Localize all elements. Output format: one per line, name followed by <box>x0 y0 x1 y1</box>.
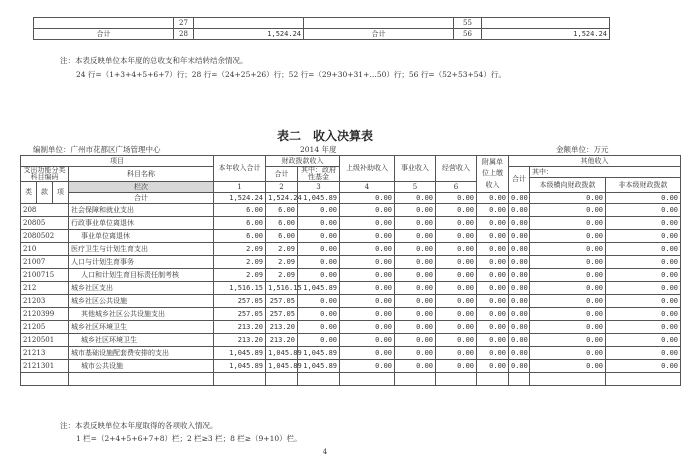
col-number: 4 <box>340 182 395 193</box>
header-operating: 经营收入 <box>436 156 477 182</box>
row-value: 0.00 <box>530 217 606 230</box>
row-value: 0.00 <box>606 217 681 230</box>
row-value: 0.00 <box>340 243 395 256</box>
row-value: 0.00 <box>606 347 681 360</box>
table-row <box>21 204 681 217</box>
col-number: 1 <box>214 182 266 193</box>
row-value: 0.00 <box>509 321 530 334</box>
row-value: 0.00 <box>477 360 509 373</box>
row-value: 213.20 <box>266 334 298 347</box>
amount-unit: 金额单位：万元 <box>556 145 609 154</box>
total-value: 1,524.24 <box>266 193 298 204</box>
row-name: 城乡社区环境卫生 <box>69 321 214 334</box>
row-value: 0.00 <box>477 217 509 230</box>
row-value: 0.00 <box>340 256 395 269</box>
row-value: 0.00 <box>477 204 509 217</box>
row-value <box>482 18 610 29</box>
row-value: 0.00 <box>395 282 436 295</box>
row-value: 257.05 <box>266 308 298 321</box>
row-value: 0.00 <box>509 217 530 230</box>
table-row <box>21 360 681 373</box>
row-name <box>69 373 214 386</box>
row-name: 城市公共设施 <box>69 360 214 373</box>
row-value: 0.00 <box>340 269 395 282</box>
row-value: 2.09 <box>214 243 266 256</box>
row-value <box>606 373 681 386</box>
carryover-formula: 24 行=（1+3+4+5+6+7）行；28 行=（24+25+26）行；52 行=（29+30+31+…50）行；56 行=（52+53+54）行。 <box>76 70 506 79</box>
row-value: 2.09 <box>266 243 298 256</box>
row-value: 6.00 <box>266 230 298 243</box>
row-value <box>477 373 509 386</box>
row-code: 21205 <box>21 321 69 334</box>
row-value: 0.00 <box>477 295 509 308</box>
compiling-unit: 编制单位：广州市花都区广场管理中心 <box>33 145 161 154</box>
row-value: 213.20 <box>214 321 266 334</box>
row-value: 0.00 <box>509 243 530 256</box>
row-value: 0.00 <box>298 243 340 256</box>
row-name: 医疗卫生与计划生育支出 <box>69 243 214 256</box>
carryover-note: 注：本表反映单位本年度的总收支和年末结转结余情况。 <box>60 56 248 65</box>
header-fiscal-total: 合计 <box>266 167 298 182</box>
row-value <box>194 18 304 29</box>
row-number: 56 <box>454 29 482 40</box>
row-value: 0.00 <box>395 295 436 308</box>
total-value: 1,045.89 <box>298 193 340 204</box>
header-item: 项目 <box>21 156 214 167</box>
row-value: 0.00 <box>395 269 436 282</box>
row-value: 0.00 <box>298 217 340 230</box>
row-value: 0.00 <box>530 308 606 321</box>
row-value <box>395 373 436 386</box>
fiscal-year: 2014 年度 <box>300 145 337 154</box>
row-name: 城市基础设施配套费安排的支出 <box>69 347 214 360</box>
row-value: 0.00 <box>477 282 509 295</box>
row-value: 0.00 <box>477 308 509 321</box>
row-value: 0.00 <box>606 308 681 321</box>
table-row <box>21 308 681 321</box>
row-code <box>21 373 69 386</box>
row-value: 0.00 <box>606 282 681 295</box>
row-value: 0.00 <box>298 334 340 347</box>
row-value: 0.00 <box>436 217 477 230</box>
row-value: 0.00 <box>509 256 530 269</box>
row-code: 208 <box>21 204 69 217</box>
row-value: 0.00 <box>340 204 395 217</box>
col-number: 3 <box>298 182 340 193</box>
row-value: 6.00 <box>266 217 298 230</box>
header-total: 本年收入合计 <box>214 156 266 182</box>
table-row <box>21 243 681 256</box>
row-value: 0.00 <box>530 334 606 347</box>
row-value <box>340 373 395 386</box>
row-value <box>436 373 477 386</box>
row-value <box>298 373 340 386</box>
total-value: 0.00 <box>530 193 606 204</box>
row-value: 0.00 <box>530 295 606 308</box>
header-other-of: 其中： <box>530 167 681 178</box>
row-value: 0.00 <box>606 321 681 334</box>
row-value: 0.00 <box>606 230 681 243</box>
total-label: 合计 <box>69 193 214 204</box>
total-value: 0.00 <box>477 193 509 204</box>
row-value: 0.00 <box>436 347 477 360</box>
header-code: 支出功能分类科目编码 <box>21 167 69 182</box>
header-fiscal: 财政拨款收入 <box>266 156 340 167</box>
header-xiang: 项 <box>53 182 69 204</box>
table-row <box>21 373 681 386</box>
row-value: 0.00 <box>395 334 436 347</box>
row-value: 257.05 <box>266 295 298 308</box>
page-title: 表二 收入决算表 <box>276 129 373 143</box>
row-value: 0.00 <box>606 243 681 256</box>
row-value: 0.00 <box>509 334 530 347</box>
total-label: 合计 <box>34 29 174 40</box>
row-label <box>34 18 174 29</box>
table-row <box>21 321 681 334</box>
row-value: 257.05 <box>214 308 266 321</box>
row-value <box>509 373 530 386</box>
row-value: 0.00 <box>509 269 530 282</box>
row-value: 1,045.89 <box>298 347 340 360</box>
table-row <box>21 295 681 308</box>
row-value: 0.00 <box>298 230 340 243</box>
row-name: 城乡社区支出 <box>69 282 214 295</box>
row-value: 0.00 <box>606 295 681 308</box>
row-value: 6.00 <box>214 230 266 243</box>
row-number: 28 <box>174 29 194 40</box>
table-row <box>21 282 681 295</box>
row-value: 0.00 <box>436 243 477 256</box>
row-label <box>304 18 454 29</box>
header-kuan: 款 <box>37 182 53 204</box>
row-value: 0.00 <box>436 321 477 334</box>
row-value: 2.09 <box>214 269 266 282</box>
row-value: 0.00 <box>477 256 509 269</box>
row-value: 0.00 <box>395 308 436 321</box>
row-value <box>530 373 606 386</box>
row-value: 0.00 <box>395 347 436 360</box>
row-value: 213.20 <box>214 334 266 347</box>
row-value: 0.00 <box>606 334 681 347</box>
row-value: 2.09 <box>266 269 298 282</box>
row-code: 2121301 <box>21 360 69 373</box>
row-value: 0.00 <box>298 295 340 308</box>
row-value: 0.00 <box>340 308 395 321</box>
row-value: 2.09 <box>266 256 298 269</box>
row-name: 事业单位离退休 <box>69 230 214 243</box>
header-lei: 类 <box>21 182 37 204</box>
row-value: 0.00 <box>606 204 681 217</box>
row-value: 0.00 <box>395 321 436 334</box>
row-value: 0.00 <box>436 204 477 217</box>
row-value <box>266 373 298 386</box>
total-value: 0.00 <box>340 193 395 204</box>
row-value: 0.00 <box>340 334 395 347</box>
row-value: 0.00 <box>298 269 340 282</box>
col-number: 5 <box>395 182 436 193</box>
row-name: 社会保障和就业支出 <box>69 204 214 217</box>
row-value: 1,045.89 <box>214 360 266 373</box>
table-row <box>21 256 681 269</box>
row-value: 0.00 <box>436 269 477 282</box>
row-value: 0.00 <box>530 347 606 360</box>
row-value: 0.00 <box>340 282 395 295</box>
row-value: 2.09 <box>214 256 266 269</box>
table-row <box>21 230 681 243</box>
row-value: 1,516.15 <box>214 282 266 295</box>
row-value: 0.00 <box>606 256 681 269</box>
row-value: 0.00 <box>509 308 530 321</box>
row-value: 0.00 <box>530 230 606 243</box>
row-name: 行政事业单位离退休 <box>69 217 214 230</box>
row-value: 0.00 <box>509 230 530 243</box>
row-value: 0.00 <box>530 256 606 269</box>
row-value: 0.00 <box>436 360 477 373</box>
row-value: 0.00 <box>436 256 477 269</box>
total-value: 0.00 <box>509 193 530 204</box>
header-other: 其他收入 <box>509 156 681 167</box>
row-value: 1,045.89 <box>266 360 298 373</box>
row-value: 0.00 <box>509 282 530 295</box>
row-value: 0.00 <box>340 360 395 373</box>
row-value: 0.00 <box>509 204 530 217</box>
row-code: 20805 <box>21 217 69 230</box>
row-name: 城乡社区环境卫生 <box>69 334 214 347</box>
col-number: 2 <box>266 182 298 193</box>
row-value: 0.00 <box>477 230 509 243</box>
row-value: 0.00 <box>509 360 530 373</box>
header-business: 事业收入 <box>395 156 436 182</box>
row-value: 0.00 <box>436 334 477 347</box>
total-value: 0.00 <box>606 193 681 204</box>
row-number: 55 <box>454 18 482 29</box>
row-value: 0.00 <box>395 360 436 373</box>
row-value: 257.05 <box>214 295 266 308</box>
total-value: 0.00 <box>436 193 477 204</box>
header-name: 科目名称 <box>69 167 214 182</box>
row-value: 0.00 <box>298 308 340 321</box>
row-value: 0.00 <box>477 243 509 256</box>
row-value: 0.00 <box>340 230 395 243</box>
table-row <box>21 347 681 360</box>
row-value: 6.00 <box>214 217 266 230</box>
col-number: 6 <box>436 182 477 193</box>
row-name: 城乡社区公共设施 <box>69 295 214 308</box>
row-value: 6.00 <box>266 204 298 217</box>
row-value: 0.00 <box>436 308 477 321</box>
row-value: 0.00 <box>606 269 681 282</box>
row-number: 27 <box>174 18 194 29</box>
total-label: 合计 <box>304 29 454 40</box>
row-code: 21203 <box>21 295 69 308</box>
row-value: 1,045.89 <box>214 347 266 360</box>
row-value: 0.00 <box>395 230 436 243</box>
row-value: 0.00 <box>436 295 477 308</box>
row-value: 0.00 <box>477 321 509 334</box>
header-other-total: 合计 <box>509 167 530 193</box>
row-value: 0.00 <box>340 347 395 360</box>
header-affiliated: 附属单位上缴收入 <box>477 156 509 193</box>
table-row <box>34 29 610 40</box>
row-value: 0.00 <box>340 295 395 308</box>
row-value: 0.00 <box>395 217 436 230</box>
row-value: 0.00 <box>477 347 509 360</box>
row-code: 212 <box>21 282 69 295</box>
income-formula: 1 栏=（2+4+5+6+7+8）栏；2 栏≥3 栏；8 栏≥（9+10）栏。 <box>76 434 302 443</box>
row-name: 人口与计划生育事务 <box>69 256 214 269</box>
row-value: 1,516.15 <box>266 282 298 295</box>
income-table <box>20 155 681 386</box>
row-value: 0.00 <box>530 204 606 217</box>
row-code: 2120399 <box>21 308 69 321</box>
header-other-nonlocal: 非本级财政拨款 <box>606 178 681 193</box>
total-value: 1,524.24 <box>194 29 304 40</box>
row-code: 2080502 <box>21 230 69 243</box>
row-name: 人口和计划生育目标责任制考核 <box>69 269 214 282</box>
table-row <box>21 334 681 347</box>
row-value: 0.00 <box>395 243 436 256</box>
row-value: 1,045.89 <box>298 282 340 295</box>
row-value: 0.00 <box>530 282 606 295</box>
row-name: 其他城乡社区公共设施支出 <box>69 308 214 321</box>
table-row <box>34 18 610 29</box>
header-other-horizontal: 本级横向财政拨款 <box>530 178 606 193</box>
table-row <box>21 217 681 230</box>
total-value: 0.00 <box>395 193 436 204</box>
row-value: 0.00 <box>340 217 395 230</box>
row-value: 0.00 <box>530 360 606 373</box>
row-value: 0.00 <box>477 269 509 282</box>
header-colno: 栏次 <box>69 182 214 193</box>
row-value: 0.00 <box>298 321 340 334</box>
row-code: 21007 <box>21 256 69 269</box>
total-value: 1,524.24 <box>214 193 266 204</box>
total-value: 1,524.24 <box>482 29 610 40</box>
row-value: 1,045.89 <box>298 360 340 373</box>
row-value: 0.00 <box>395 256 436 269</box>
row-value: 0.00 <box>530 269 606 282</box>
carryover-table <box>33 17 610 40</box>
row-value: 0.00 <box>298 256 340 269</box>
row-value: 0.00 <box>606 360 681 373</box>
row-code: 2120501 <box>21 334 69 347</box>
row-value: 1,045.89 <box>266 347 298 360</box>
income-note: 注：本表反映单位本年度取得的各项收入情况。 <box>60 421 218 430</box>
row-value: 6.00 <box>214 204 266 217</box>
row-code: 2100715 <box>21 269 69 282</box>
row-value: 0.00 <box>298 204 340 217</box>
row-value: 0.00 <box>340 321 395 334</box>
row-value: 0.00 <box>530 321 606 334</box>
row-value <box>214 373 266 386</box>
table-row <box>21 269 681 282</box>
row-value: 0.00 <box>477 334 509 347</box>
row-value: 0.00 <box>509 347 530 360</box>
row-value: 0.00 <box>509 295 530 308</box>
row-value: 0.00 <box>436 230 477 243</box>
row-value: 0.00 <box>436 282 477 295</box>
header-upper: 上级补助收入 <box>340 156 395 182</box>
row-value: 0.00 <box>530 243 606 256</box>
row-code: 210 <box>21 243 69 256</box>
header-fiscal-fund: 其中：政府性基金 <box>298 167 340 182</box>
page-number: 4 <box>322 448 328 456</box>
row-code: 21213 <box>21 347 69 360</box>
row-value: 213.20 <box>266 321 298 334</box>
row-value: 0.00 <box>395 204 436 217</box>
